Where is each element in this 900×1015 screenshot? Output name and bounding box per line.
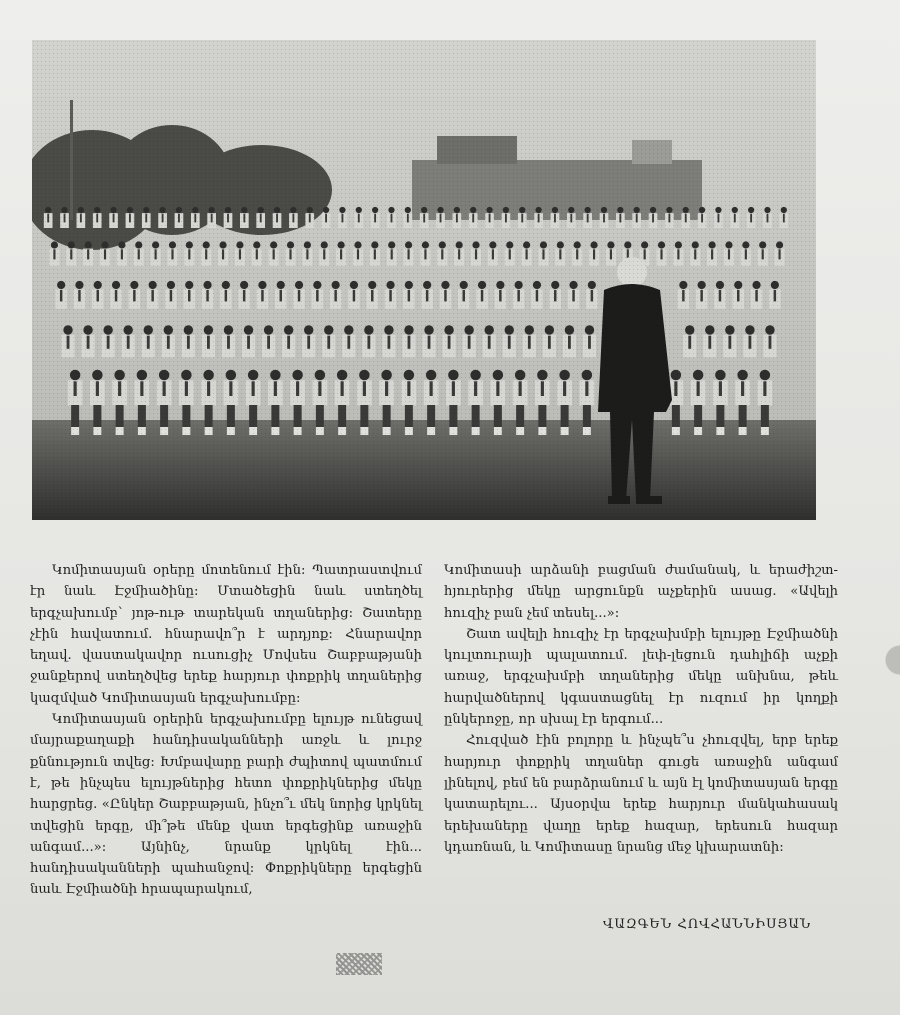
author-signature: ՎԱԶԳԵՆ ՀՈՎՀԱՆՆԻՍՅԱՆ <box>603 917 812 932</box>
photo-grain <box>32 40 816 520</box>
article-column-left <box>30 560 422 901</box>
paper-tear <box>860 640 900 680</box>
article-column-right <box>444 560 838 858</box>
paragraph: Կոմիտասյան օրերին երգչախումբը ելույթ ունեցավ մայրաքաղաքի հանդիսականների առջև և լուրջ քննություն տվեց: Խմբավարը բարի ժպիտով պատմում է, թե ինչպես ելույթներից հետո փոքրիկներից մեկը հարցրեց. «Ընկեր Շաբբաթյան, ինչո՞ւ մեկ նորից կրկնել տվեցին երգը, մի՞թե մենք վատ երգեցինք առաջին անգամ...»: Այնինչ, նրանք կրկնել էին... հանդիսականների պահանջով: Փոքրիկները երգեցին նաև Էջմիածնի հրապարակում, <box>30 712 422 898</box>
paragraph: Կոմիտասի արձանի բացման ժամանակ, և երաժիշտ-հյուրերից մեկը արցունքն աչքերին ասաց. «Ավելի հուզիչ բան չեմ տեսել...»: <box>444 563 838 621</box>
paragraph: Կոմիտասյան օրերը մոտենում էին: Պատրաստվում էր նաև Էջմիածինը: Մտածեցին նաև ստեղծել երգչախումբ՝ յոթ-ութ տարեկան տղաներից: Շատերը չէին հավատում. հնարավո՞ր է արդյոք: Հնարավոր եղավ. վաստակավոր ուսուցիչ Մովսես Շաբբաթյանի ջանքերով ստեղծվեց երեք հարյուր փոքրիկ տղաներից կազմված Կոմիտասյան երգչախումբը: <box>30 563 422 706</box>
choir-photo <box>32 40 816 520</box>
choir-photo-illustration <box>32 40 816 520</box>
paragraph: Հուզված էին բոլորը և ինչպե՞ս չհուզվել, երբ երեք հարյուր փոքրիկ տղաներ գուցե առաջին անգամ լինելով, բեմ են բարձրանում և այն էլ կոմիտասյան երգը կատարելու... Այսօրվա երեք հարյուր մանկահասակ երեխաները վաղը երեք հազար, երեսուն հազար կդառնան, և Կոմիտասը նրանց մեջ կխարատնի: <box>444 733 838 855</box>
printed-mark <box>336 953 382 975</box>
paragraph: Շատ ավելի հուզիչ էր երգչախմբի ելույթը Էջմիածնի կուլտուրայի պալատում. լեփ-լեցուն դահլիճի աչքի առաջ, երգչախմբի տղաներից մեկը անխնա, թեև հարվածներով կգաստացնել էր ուզում իր կողքի ընկերոջը, որ սխալ էր երգում... <box>444 626 838 728</box>
